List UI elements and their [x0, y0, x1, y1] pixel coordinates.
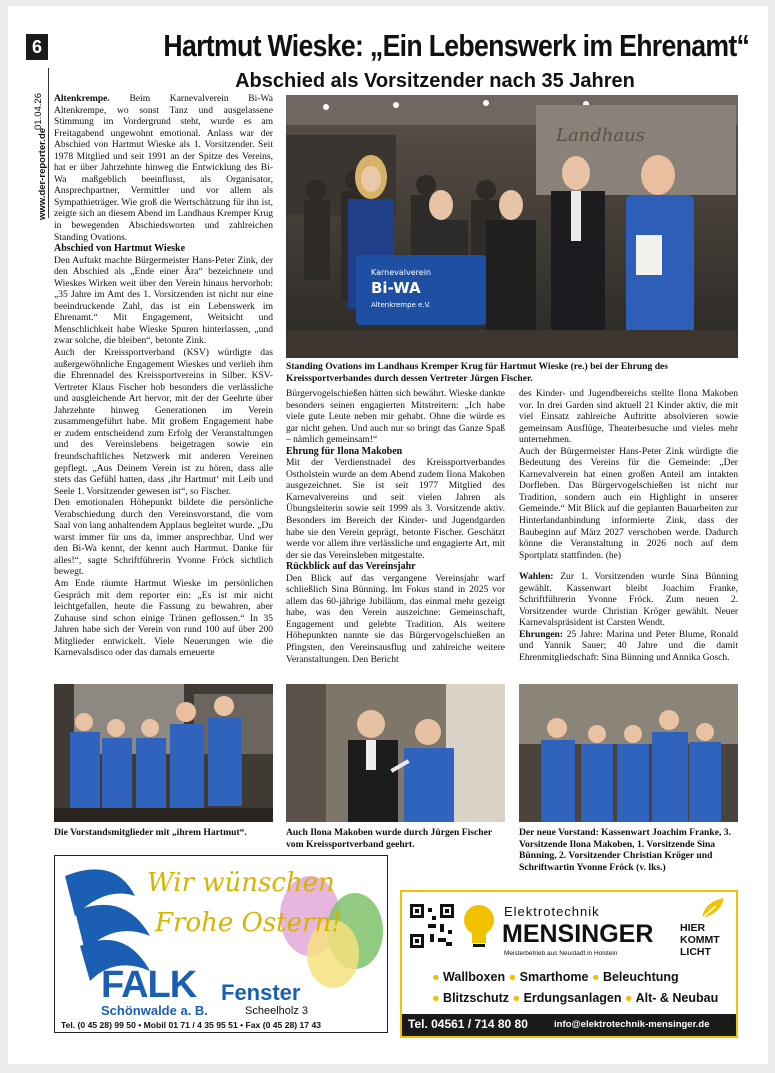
qr-code-icon — [410, 904, 454, 948]
ad-greeting: Wir wünschen — [147, 868, 335, 898]
service-item: Alt- & Neubau — [635, 991, 719, 1005]
paragraph: Zur 1. Vorsitzenden wurde Sina Bünning gewählt. Kassenwart bleibt Joachim Franke, Schriftführerin Yvonne Fröck. Zum neuen 2. Vorsitzender wurde Christian Kröger gewählt. Neuer Karnevalspräsident ist Carsten Wendt. — [519, 571, 738, 629]
falk-fenster-ad — [54, 855, 388, 1033]
ad-owner: Gerhard — [85, 936, 94, 968]
dateline: Altenkrempe. — [54, 93, 110, 104]
paragraph: Beim Karnevalverein Bi-Wa Altenkrempe, wo sonst Tanz und ausgelassene Stimmung im Vordergrund steht, wurde es am Freitagabend ungewohnt emotional. Anlass war der Abschied von Hartmut Wieske als 1. Vorsitzender. Seit 1978 Mitglied und seit 1991 an der Spitze des Vereins, hat er über Jahrzehnte hinweg die Entwicklung des Bi-Wa maßgeblich beeinflusst, als Organisator, Ansprechpartner, Vermittler und vor allem als Sympathieträger. Wie groß die Wertschätzung für ihn ist, zeigte sich an diesem Abend im Landhaus Kremper Krug in bewegenden Abschiedsworten und zahlreichen Standing Ovations. — [54, 93, 273, 243]
paragraph: Auch der Bürgermeister Hans-Peter Zink würdigte die Bedeutung des Vereins für die Gemeinde: „Der Karnevalverein hat einen großen Anteil am intakten Dorfleben. Das Bürgervogelschießen ist nicht nur Tradition, sondern auch ein Highlight in unserer Gemeinde.“ Mit Blick auf die geplanten Bauarbeiten zur Hinterlandanbindung informierte Zink, dass der Baubeginn auf März 2027 verschoben werde. Dadurch könne die Veranstaltung in 2026 noch auf dem Sportplatz stattfinden. (he) — [519, 445, 738, 561]
email-link[interactable]: info@elektrotechnik-mensinger.de — [554, 1019, 710, 1030]
service-item: Smarthome — [519, 970, 589, 984]
paragraph: Auch der Kreissportverband (KSV) würdigte das außergewöhnliche Engagement Wieskes und verlieh ihm die Ehrennadel des Kreissportvereins in Silber. KSV-Vertreter Klaus Fischer hob besonders die verlässliche und ausgleichende Art hervor, mit der der Geehrte über Jahrzehnte hinweg Generationen im Verein zusammengeführt habe. Mit großem Engagement habe er zudem entscheidend zum Erfolg der Veranstaltungen und des Vereinslebens beigetragen sowie ein freundschaftliches Netzwerk mit anderen Vereinen gepflegt. „Aus Deinem Verein ist zu hören, dass alle stets das Gefühl hatten, dass ‚ihr Hartmut‘ mit Leib und Seele 1. Vorsitzender gewesen ist“, so Fischer. — [54, 347, 273, 497]
info-label: Ehrungen: — [519, 628, 564, 640]
article-column-1 — [54, 93, 273, 685]
ad-brand: MENSINGER — [502, 920, 654, 948]
services-row-2: ● Blitzschutz ● Erdungsanlagen ● Alt- & Neubau — [432, 991, 719, 1005]
paragraph: Bürgervogelschießen hätten sich bewährt. Wieske dankte besonders seinen engagierten Mitstreitern: „Ich habe viele gute Leute neben mir gehabt. Ohne die würde es gar nicht gehen. Und auch nur so bringt das Ganze Spaß – nämlich gemeinsam!“ — [286, 388, 505, 446]
ad-street: Scheelholz 3 — [245, 1005, 308, 1017]
service-item: Blitzschutz — [443, 991, 510, 1005]
paragraph: Den Auftakt machte Bürgermeister Hans-Peter Zink, der den Abschied als „Ende einer Ära“ bezeichnete und Wieskes Wirken weit über den Verein hinaus hervorhob: „35 Jahre im Amt des 1. Vorsitzenden ist nicht nur eine beeindruckende Zahl, das ist ein Lebenswerk im Ehrenamt.“ Mit Engagement, Weitsicht und Menschlichkeit habe Wieske Spuren hinterlassen, „und zwar solche, die bleiben“, betonte Zink. — [54, 254, 273, 347]
section-heading: Rückblick auf das Vereinsjahr — [286, 561, 416, 573]
paragraph: Den emotionalen Höhepunkt bildete die persönliche Verabschiedung durch den Vereinsvorstand, die vom Saal von lang anhaltendem Applaus begleitet wurde. „Du warst immer für uns da, immer ansprechbar. Und wer den Bi-Wa kennt, der kennt auch Hartmut. Danke für alles!“, sagte Schriftführerin Yvonne Fröck sichtlich bewegt. — [54, 497, 273, 578]
ad-badge-line: KOMMT — [680, 934, 720, 946]
service-item: Erdungsanlagen — [523, 991, 622, 1005]
paragraph: Mit der Verdienstnadel des Kreissportverbandes Ostholstein wurde an dem Abend zudem Ilona Makoben ausgezeichnet. Sie ist seit 1977 Mitglied des Karnevalvereins und seit vielen Jahren als Übungsleiterin sowie seit 1999 als 3. Vorsitzende aktiv. Besonders im Bereich der Kinder- und Jugendgarden habe sie den Verein geprägt, betonte Fischer. Geschätzt werde vor allem ihre verlässliche und engagierte Art, mit der sie das Vereinsleben mitgestalte. — [286, 457, 505, 561]
leaf-icon — [698, 896, 728, 922]
service-item: Beleuchtung — [602, 970, 679, 984]
ad-brand: FALK — [101, 964, 197, 1006]
services-row-1: ● Wallboxen ● Smarthome ● Beleuchtung — [432, 970, 679, 984]
main-photo-caption: Standing Ovations im Landhaus Kremper Krug für Hartmut Wieske (re.) bei der Ehrung des Kreissportverbandes durch dessen Vertreter Jürgen Fischer. — [286, 361, 669, 384]
photo-makoben-honor — [286, 684, 505, 822]
page-number: 6 — [26, 34, 48, 60]
article-column-3 — [519, 388, 738, 685]
website-link[interactable]: www.der-reporter.de — [37, 127, 48, 220]
paragraph: des Kinder- und Jugendbereichs stellte Ilona Makoben vor. In drei Garden sind aktuell 21 Kinder aktiv, die mit viel Einsatz zahlreiche Auftritte absolvieren sowie gemeinsam Ausflüge, Theaterbesuche und vieles mehr unternehmen. — [519, 388, 738, 446]
photo-caption: Auch Ilona Makoben wurde durch Jürgen Fischer vom Kreissportverband geehrt. — [286, 827, 492, 850]
section-heading: Ehrung für Ilona Makoben — [286, 445, 403, 457]
paragraph: Am Ende räumte Hartmut Wieske im persönlichen Gespräch mit dem reporter ein: „Es ist mir nicht leichtgefallen, heute die Fassung zu bewahren, aber Zuhause sind schon einige Tränen geflossen.“ In 35 Jahren habe sich der Verein von rund 100 auf über 200 Mitglieder entwickelt. Viele Neuerungen wie die Karnevalsdisco oder das damals erneuerte — [54, 577, 273, 659]
ad-badge-line: HIER — [680, 922, 706, 934]
paragraph: 25 Jahre: Marina und Peter Blume, Ronald und Yannik Sauer; 40 Jahre und die damit Ehrenmitgliedschaft: Sina Bünning und Annika Gosch. — [519, 628, 738, 664]
wall-sign: Landhaus — [556, 125, 645, 146]
ad-product: Fenster — [221, 980, 301, 1005]
sidebar — [24, 70, 50, 220]
banner-text: Karnevalverein — [371, 268, 431, 277]
mensinger-ad — [400, 890, 738, 1038]
ad-badge-line: LICHT — [680, 946, 711, 958]
lightbulb-icon — [460, 902, 498, 950]
issue-date: 01.04.26 — [33, 93, 44, 130]
ad-tagline: Meisterbetrieb aus Neustadt in Holstein — [504, 950, 618, 957]
banner-text: Bi-WA — [371, 279, 421, 297]
ad-greeting: Frohe Ostern! — [155, 908, 342, 938]
info-label: Wahlen: — [519, 571, 554, 583]
ad-contact: Tel. (0 45 28) 99 50 • Mobil 01 71 / 4 35 95 51 • Fax (0 45 28) 17 43 — [61, 1020, 322, 1030]
ad-contact-bar — [402, 1014, 736, 1036]
article-column-2 — [286, 388, 505, 685]
service-item: Wallboxen — [443, 970, 506, 984]
article-subtitle: Abschied als Vorsitzender nach 35 Jahren — [235, 70, 635, 92]
paragraph: Den Blick auf das vergangene Vereinsjahr warf schließlich Sina Bünning. Im Fokus stand in 2025 vor allem das 60-jährige Jubiläum, das einmal mehr gezeigt habe, was den Verein auszeichne: Gemeinschaft, Engagement und gelebte Tradition. Als weitere Höhepunkten nannte sie das Bürgervogelschießen an Pfingsten, den Vereinsausflug und zahlreiche weitere Veranstaltungen. Den Bericht — [286, 572, 505, 665]
banner-text: Altenkrempe e.V. — [371, 301, 431, 309]
ad-category: Elektrotechnik — [504, 904, 600, 919]
article-title: Hartmut Wieske: „Ein Lebenswerk im Ehrenamt“ — [163, 28, 750, 63]
photo-caption: Der neue Vorstand: Kassenwart Joachim Franke, 3. Vorsitzende Ilona Makoben, 1. Vorsitzende Sina Bünning, 2. Vorsitzender Christian Kröger und Schriftwartin Yvonne Fröck (v. lks.) — [519, 827, 731, 873]
photo-new-board — [519, 684, 738, 822]
phone-number[interactable]: Tel. 04561 / 714 80 80 — [408, 1017, 528, 1031]
ad-town: Schönwalde a. B. — [101, 1003, 208, 1018]
photo-board-members — [54, 684, 273, 822]
main-photo — [286, 95, 738, 358]
photo-caption: Die Vorstandsmitglieder mit „ihrem Hartmut“. — [54, 827, 247, 838]
section-heading: Abschied von Hartmut Wieske — [54, 243, 186, 255]
